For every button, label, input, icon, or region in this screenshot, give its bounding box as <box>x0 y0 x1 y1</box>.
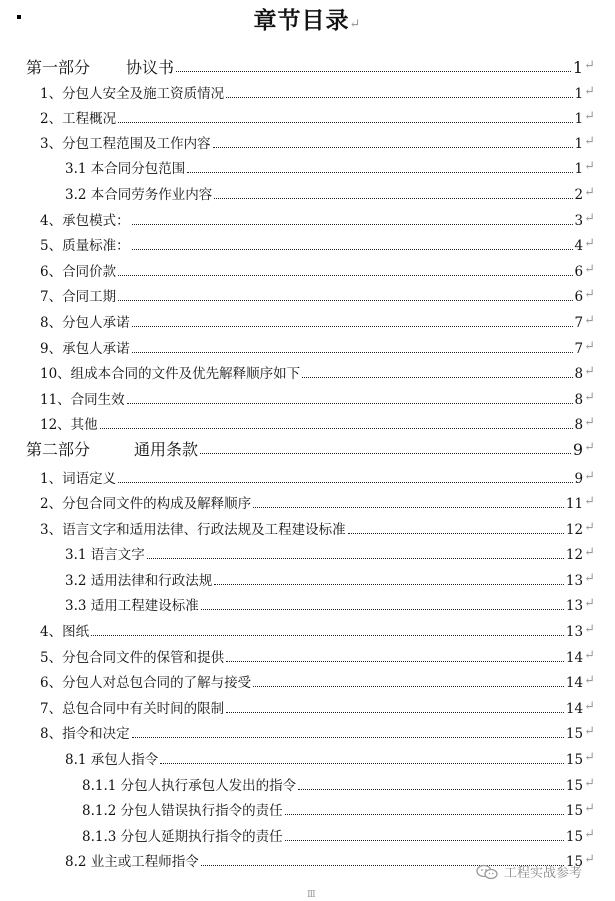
dot-leader <box>91 634 564 636</box>
toc-entry[interactable] <box>65 748 595 768</box>
toc-entry[interactable] <box>40 285 595 305</box>
paragraph-mark: ↵ <box>584 699 595 714</box>
toc-entry-label: 7、合同工期 <box>40 289 117 305</box>
dot-leader <box>214 197 572 199</box>
paragraph-mark: ↵ <box>584 415 595 430</box>
toc-entry[interactable] <box>40 722 595 742</box>
dot-leader <box>201 608 564 610</box>
toc-page-number: 15 <box>565 854 584 870</box>
toc-entry[interactable] <box>65 569 595 589</box>
paragraph-mark: ↵ <box>584 390 595 405</box>
paragraph-mark: ↵ <box>584 211 595 226</box>
paragraph-mark: ↵ <box>584 852 595 867</box>
page-title-text: 章节目录 <box>253 7 350 34</box>
toc-entry-label: 5、分包合同文件的保管和提供 <box>40 650 225 666</box>
dot-leader <box>118 299 572 301</box>
toc-entry[interactable] <box>65 183 595 203</box>
toc-entry[interactable] <box>40 132 595 152</box>
dot-leader <box>127 402 573 404</box>
page-title <box>0 2 615 35</box>
paragraph-mark: ↵ <box>584 545 595 560</box>
paragraph-mark: ↵ <box>584 648 595 663</box>
toc-entry-label: 8.1.2 分包人错误执行指令的责任 <box>82 803 283 819</box>
paragraph-mark: ↵ <box>584 469 595 484</box>
paragraph-mark: ↵ <box>584 109 595 124</box>
paragraph-mark: ↵ <box>349 17 362 32</box>
toc-page-number: 1 <box>574 111 584 127</box>
toc-entry[interactable] <box>40 467 595 487</box>
toc-entry-label: 10、组成本合同的文件及优先解释顺序如下 <box>40 366 301 382</box>
toc-page-number: 14 <box>565 701 584 717</box>
toc-page-number: 12 <box>565 547 584 563</box>
toc-entry-label: 8.1.1 分包人执行承包人发出的指令 <box>82 778 297 794</box>
toc-page-number: 1 <box>574 86 584 102</box>
dot-leader <box>132 248 573 250</box>
toc-entry-label: 8、分包人承诺 <box>40 315 130 331</box>
toc-entry-label: 12、其他 <box>40 417 98 433</box>
toc-entry[interactable] <box>40 620 595 640</box>
toc-page-number: 14 <box>565 675 584 691</box>
paragraph-mark: ↵ <box>584 236 595 251</box>
watermark-text: 工程实战参考 <box>504 866 583 881</box>
toc-entry-label: 3.2 本合同劳务作业内容 <box>65 187 213 203</box>
toc-entry[interactable] <box>40 671 595 691</box>
dot-leader <box>132 736 564 738</box>
toc-entry[interactable] <box>40 492 595 512</box>
dot-leader <box>348 532 564 534</box>
toc-entry[interactable] <box>82 825 595 845</box>
toc-entry-label: 第一部分 <box>26 58 91 77</box>
toc-entry[interactable] <box>40 107 595 127</box>
dot-leader <box>213 146 573 148</box>
paragraph-mark: ↵ <box>584 776 595 791</box>
toc-page-number: 1 <box>574 161 584 177</box>
toc-entry-label: 2、工程概况 <box>40 111 117 127</box>
dot-leader <box>132 325 573 327</box>
paragraph-mark: ↵ <box>584 571 595 586</box>
paragraph-mark: ↵ <box>584 287 595 302</box>
toc-entry-label: 8.1.3 分包人延期执行指令的责任 <box>82 829 283 845</box>
paragraph-mark: ↵ <box>584 801 595 816</box>
toc-entry[interactable] <box>82 774 595 794</box>
toc-entry-label: 3.1 语言文字 <box>65 547 145 563</box>
toc-entry-label: 1、词语定义 <box>40 471 117 487</box>
dot-leader <box>214 583 564 585</box>
toc-entry-label: 11、合同生效 <box>40 392 125 408</box>
paragraph-mark: ↵ <box>584 596 595 611</box>
wechat-icon <box>476 864 498 880</box>
toc-entry-label: 9、承包人承诺 <box>40 341 130 357</box>
paragraph-mark: ↵ <box>584 494 595 509</box>
dot-leader <box>147 557 564 559</box>
paragraph-mark: ↵ <box>584 134 595 149</box>
paragraph-mark: ↵ <box>584 58 595 73</box>
toc-page-number: 15 <box>565 829 584 845</box>
toc-entry[interactable] <box>40 362 595 382</box>
toc-entry-label: 6、合同价款 <box>40 264 117 280</box>
toc-entry-label: 第二部分 <box>26 440 91 459</box>
dot-leader <box>298 788 564 790</box>
paragraph-mark: ↵ <box>584 262 595 277</box>
dot-leader <box>118 121 572 123</box>
toc-part-heading[interactable] <box>26 56 595 76</box>
dot-leader <box>285 813 564 815</box>
dot-leader <box>302 376 572 378</box>
toc-entry-label: 3.2 适用法律和行政法规 <box>65 573 213 589</box>
toc-page-number: 2 <box>574 187 584 203</box>
toc-entry[interactable] <box>65 157 595 177</box>
toc-page-number: 11 <box>565 496 584 512</box>
toc-entry[interactable] <box>82 799 595 819</box>
footer-mark: Ⅲ <box>307 890 316 900</box>
dot-leader <box>226 660 564 662</box>
toc-entry-label: 1、分包人安全及施工资质情况 <box>40 86 225 102</box>
paragraph-mark: ↵ <box>584 673 595 688</box>
toc-part-title: 通用条款 <box>134 440 199 459</box>
toc-entry[interactable] <box>40 82 595 102</box>
toc-entry[interactable] <box>40 646 595 666</box>
dot-leader <box>100 427 573 429</box>
dot-leader <box>187 171 572 173</box>
toc-entry[interactable] <box>40 260 595 280</box>
toc-page-number: 8 <box>574 392 584 408</box>
dot-leader <box>226 96 572 98</box>
paragraph-mark: ↵ <box>584 313 595 328</box>
toc-page-number: 14 <box>565 650 584 666</box>
toc-page-number: 9 <box>572 440 584 459</box>
toc-page-number: 7 <box>574 341 584 357</box>
toc-part-title: 协议书 <box>126 58 175 77</box>
toc-entry-label: 4、图纸 <box>40 624 90 640</box>
toc-page-number: 15 <box>565 752 584 768</box>
toc-page-number: 13 <box>565 573 584 589</box>
toc-page-number: 13 <box>565 624 584 640</box>
toc-page-number: 13 <box>565 598 584 614</box>
toc-entry[interactable] <box>40 697 595 717</box>
dot-leader <box>226 711 564 713</box>
toc-page-number: 15 <box>565 803 584 819</box>
paragraph-mark: ↵ <box>584 750 595 765</box>
toc-page-number: 4 <box>574 238 584 254</box>
toc-page-number: 6 <box>574 289 584 305</box>
dot-leader <box>132 351 573 353</box>
watermark <box>476 862 582 881</box>
paragraph-mark: ↵ <box>584 159 595 174</box>
toc-part-heading[interactable] <box>26 438 595 458</box>
toc-entry[interactable] <box>40 518 595 538</box>
toc-entry-label: 4、承包模式： <box>40 213 130 229</box>
paragraph-mark: ↵ <box>584 440 595 455</box>
paragraph-mark: ↵ <box>584 339 595 354</box>
toc-entry[interactable] <box>65 594 595 614</box>
toc-entry-label: 8.1 承包人指令 <box>65 752 159 768</box>
toc-entry[interactable] <box>40 209 595 229</box>
toc-entry-label: 8.2 业主或工程师指令 <box>65 854 199 870</box>
paragraph-mark: ↵ <box>584 622 595 637</box>
toc-entry[interactable] <box>40 234 595 254</box>
toc-entry-label: 5、质量标准： <box>40 238 130 254</box>
toc-page-number: 8 <box>574 366 584 382</box>
toc-entry-label: 2、分包合同文件的构成及解释顺序 <box>40 496 252 512</box>
toc-entry[interactable] <box>40 337 595 357</box>
toc-page-number: 15 <box>565 726 584 742</box>
dot-leader <box>176 70 571 72</box>
toc-entry-label: 3.3 适用工程建设标准 <box>65 598 199 614</box>
toc-entry[interactable] <box>65 543 595 563</box>
dot-leader <box>118 274 572 276</box>
paragraph-mark: ↵ <box>584 724 595 739</box>
toc-page-number: 1 <box>574 136 584 152</box>
toc-page-number: 1 <box>572 58 584 77</box>
paragraph-mark: ↵ <box>584 185 595 200</box>
toc-entry-label: 3、语言文字和适用法律、行政法规及工程建设标准 <box>40 522 346 538</box>
toc-page-number: 3 <box>574 213 584 229</box>
toc-page-number: 8 <box>574 417 584 433</box>
toc-page-number: 6 <box>574 264 584 280</box>
paragraph-mark: ↵ <box>584 827 595 842</box>
toc-page-number: 9 <box>574 471 584 487</box>
paragraph-mark: ↵ <box>584 520 595 535</box>
dot-leader <box>118 481 572 483</box>
toc-page-number: 7 <box>574 315 584 331</box>
dot-leader <box>160 762 564 764</box>
paragraph-mark: ↵ <box>584 364 595 379</box>
dot-leader <box>200 452 571 454</box>
toc-page-number: 15 <box>565 778 584 794</box>
dot-leader <box>253 685 564 687</box>
dot-leader <box>132 223 573 225</box>
dot-leader <box>285 839 564 841</box>
toc-entry-label: 3、分包工程范围及工作内容 <box>40 136 211 152</box>
dot-leader <box>253 506 564 508</box>
toc-entry[interactable] <box>40 311 595 331</box>
toc-entry-label: 8、指令和决定 <box>40 726 130 742</box>
toc-page-number: 12 <box>565 522 584 538</box>
toc-entry[interactable] <box>40 388 595 408</box>
toc-entry-label: 6、分包人对总包合同的了解与接受 <box>40 675 252 691</box>
toc-entry-label: 3.1 本合同分包范围 <box>65 161 186 177</box>
toc-entry[interactable] <box>40 413 595 433</box>
paragraph-mark: ↵ <box>584 84 595 99</box>
toc-entry-label: 7、总包合同中有关时间的限制 <box>40 701 225 717</box>
